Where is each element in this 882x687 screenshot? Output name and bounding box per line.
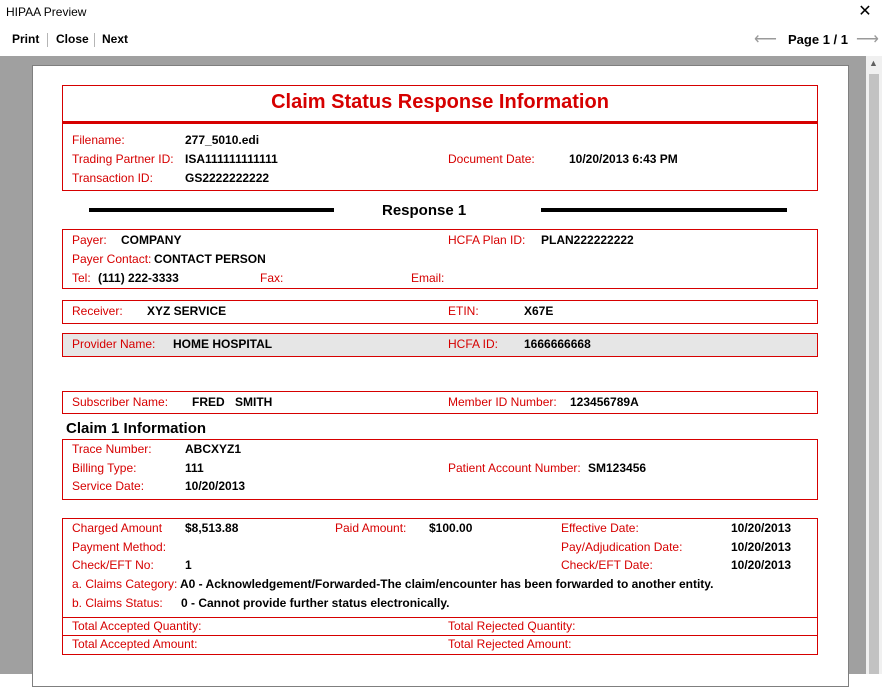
filename-value: 277_5010.edi [185,133,260,147]
claim-title: Claim 1 Information [66,420,207,437]
service-date-label: Service Date: [72,479,145,493]
pay-adjudication-date-value: 10/20/2013 [731,540,792,554]
payer-contact-label: Payer Contact: [72,252,152,266]
hcfa-id-value: 1666666668 [524,337,591,351]
toolbar-separator [47,33,48,47]
receiver-value: XYZ SERVICE [147,304,227,318]
etin-value: X67E [524,304,554,318]
receiver-label: Receiver: [72,304,123,318]
patient-account-label: Patient Account Number: [448,461,581,475]
charged-amount-label: Charged Amount [72,521,163,535]
check-eft-no-label: Check/EFT No: [72,558,154,572]
receiver-section [62,300,818,324]
next-button[interactable]: Next [102,32,129,46]
provider-section [62,333,818,357]
payment-section [62,518,818,655]
check-eft-date-value: 10/20/2013 [731,558,792,572]
member-id-label: Member ID Number: [448,395,557,409]
member-id-value: 123456789A [570,395,639,409]
response-rule-right [541,208,787,212]
scrollbar-thumb[interactable] [869,74,879,674]
totals-divider [63,635,817,636]
billing-type-label: Billing Type: [72,461,137,475]
subscriber-first-name: FRED [192,395,225,409]
tel-label: Tel: [72,271,91,285]
effective-date-value: 10/20/2013 [731,521,792,535]
previous-page-arrow-icon[interactable]: ⟵ [754,31,777,48]
trace-number-value: ABCXYZ1 [185,442,242,456]
check-eft-no-value: 1 [185,558,192,572]
document-title: Claim Status Response Information [271,91,609,113]
payer-contact-value: CONTACT PERSON [154,252,266,266]
provider-name-label: Provider Name: [72,337,156,351]
transaction-id-value: GS2222222222 [185,171,270,185]
print-button[interactable]: Print [12,32,40,46]
claims-status-label: b. Claims Status: [72,596,163,610]
close-window-icon[interactable]: ✕ [858,3,872,20]
tel-value: (111) 222-3333 [98,271,179,285]
billing-type-value: 111 [185,461,204,475]
payer-value: COMPANY [121,233,182,247]
response-rule-left [89,208,334,212]
total-accepted-amount-label: Total Accepted Amount: [72,637,198,651]
claim-section [62,439,818,500]
fax-label: Fax: [260,271,284,285]
header-section [62,85,818,191]
response-title: Response 1 [382,202,467,219]
close-button[interactable]: Close [56,32,89,46]
hcfa-id-label: HCFA ID: [448,337,499,351]
hcfa-plan-label: HCFA Plan ID: [448,233,526,247]
provider-name-value: HOME HOSPITAL [173,337,273,351]
transaction-id-label: Transaction ID: [72,171,153,185]
vertical-scrollbar[interactable] [866,56,882,674]
paid-amount-value: $100.00 [429,521,473,535]
hcfa-plan-value: PLAN222222222 [541,233,634,247]
title-bar [0,0,882,26]
payer-label: Payer: [72,233,107,247]
total-accepted-quantity-label: Total Accepted Quantity: [72,619,202,633]
patient-account-value: SM123456 [588,461,647,475]
title-divider [63,121,817,124]
claims-status-value: 0 - Cannot provide further status electronically. [181,596,450,610]
charged-amount-value: $8,513.88 [185,521,239,535]
document-date-label: Document Date: [448,152,535,166]
toolbar [0,26,882,54]
next-page-arrow-icon[interactable]: ⟶ [856,31,879,48]
toolbar-separator [94,33,95,47]
window-title: HIPAA Preview [6,5,87,19]
paid-amount-label: Paid Amount: [335,521,407,535]
subscriber-section [62,391,818,414]
total-rejected-amount-label: Total Rejected Amount: [448,637,572,651]
payer-section [62,229,818,289]
filename-label: Filename: [72,133,125,147]
effective-date-label: Effective Date: [561,521,639,535]
payment-method-label: Payment Method: [72,540,167,554]
scroll-up-arrow-icon[interactable]: ▲ [869,58,878,68]
totals-divider [63,617,817,618]
email-label: Email: [411,271,445,285]
trace-number-label: Trace Number: [72,442,152,456]
subscriber-name-label: Subscriber Name: [72,395,169,409]
page-indicator: Page 1 / 1 [788,32,848,47]
document-page [32,65,849,687]
claims-category-value: A0 - Acknowledgement/Forwarded-The claim/encounter has been forwarded to another entity. [180,577,714,591]
document-date-value: 10/20/2013 6:43 PM [569,152,678,166]
subscriber-last-name: SMITH [235,395,273,409]
service-date-value: 10/20/2013 [185,479,246,493]
claims-category-label: a. Claims Category: [72,577,178,591]
trading-partner-value: ISA111111111111 [185,152,278,166]
total-rejected-quantity-label: Total Rejected Quantity: [448,619,576,633]
etin-label: ETIN: [448,304,479,318]
pay-adjudication-date-label: Pay/Adjudication Date: [561,540,683,554]
trading-partner-label: Trading Partner ID: [72,152,174,166]
check-eft-date-label: Check/EFT Date: [561,558,653,572]
